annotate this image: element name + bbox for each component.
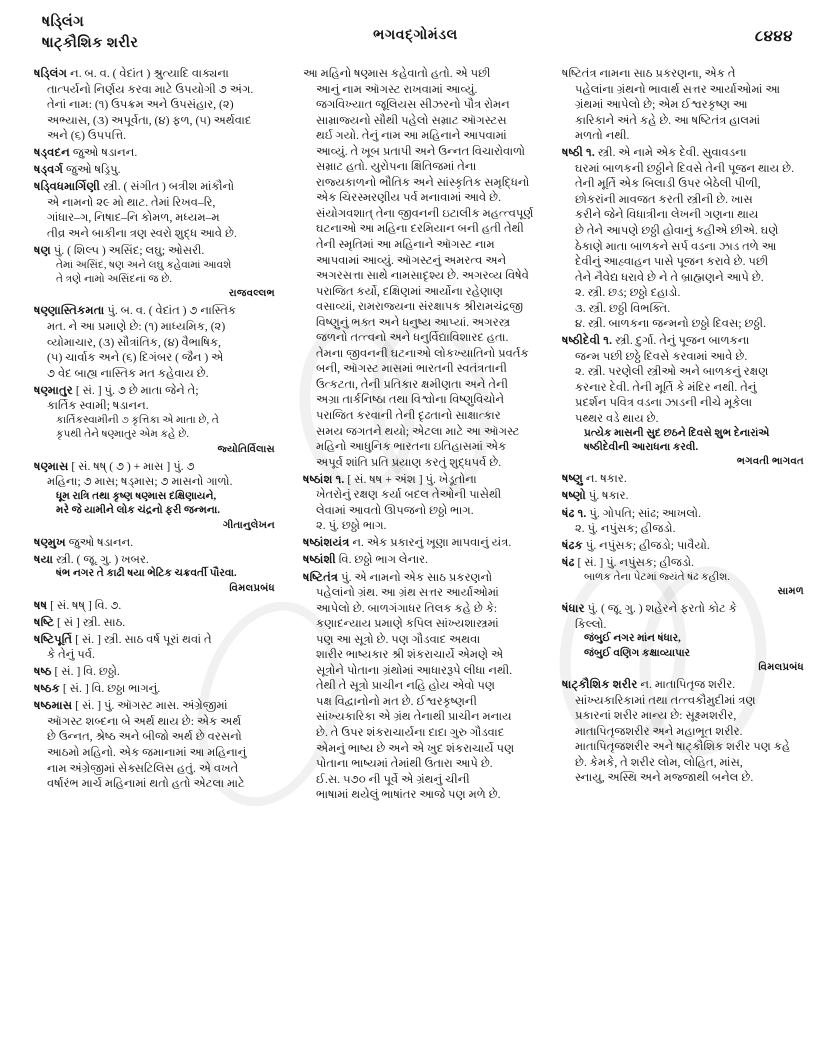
- entry-continuation-line: કિલ્લો.: [575, 617, 607, 631]
- entry-definition: જુઓ ષડાનન.: [65, 535, 134, 549]
- entry-sense: ૨. પું. છઠ્ઠો ભાગ.: [316, 519, 387, 533]
- entry-continuation-line: કરીને જેને વિધાત્રીના લેખની ગણના થાય: [575, 208, 759, 222]
- entry-continuation-line: છોકરાંની માવજત કરતી સ્ત્રીની છે. ખાસ: [575, 192, 753, 206]
- dictionary-entry: [562, 538, 806, 554]
- entry-headword: ષષ્ઠાંશી: [303, 553, 336, 567]
- entry-headword: ષડ્વર્ગ: [34, 163, 64, 177]
- entry-continuation-line: દેવીનું આહ્વાહન પાસે પૂજન કરાવે છે. પછી: [575, 255, 769, 269]
- entry-continuation-line: પણ આ સૂત્રો છે. પણ ગૌડવાદ અથવા: [316, 632, 481, 646]
- entry-definition: [ સં. ષષ + અંશ ] પું. ખેડૂતોના: [344, 472, 477, 486]
- entry-headword: ષડ્વિધમાર્ગિણી: [34, 180, 101, 194]
- entry-continuation-line: અગ્રા તાર્કનિષ્ઠા તથા વિશ્વોના વિષ્ણુવિચોને: [316, 393, 505, 407]
- column-3: [548, 66, 806, 1043]
- entry-definition: ન. માતાપિતૃજ શરીર.: [637, 678, 736, 692]
- entry-first-line: [303, 472, 535, 488]
- entry-quotation-line: જંબુઈ નગર માંન ષંધાર,: [584, 633, 681, 645]
- dictionary-entry: [34, 698, 277, 791]
- column-container: [34, 66, 807, 1043]
- entry-continuation-line: વિષ્ણુનું ભક્ત અને ધનુષ્ય આપ્યાં. અગરસ્ત્ર: [316, 315, 511, 329]
- entry-first-line: [303, 570, 535, 586]
- running-head: [30, 12, 801, 58]
- entry-continuation-line: આઠમો મહિનો. એક જમાનામાં આ મહિનાનું: [47, 746, 247, 760]
- dictionary-entry: [303, 472, 535, 534]
- entry-continuation-line: નામ અંગ્રેજીમાં સેક્સટિલિસ હતું. એ વખતે: [47, 761, 239, 775]
- column-2: [290, 66, 548, 1043]
- entry-first-line: [34, 681, 277, 697]
- running-head-left-line2: ષાટ્કૌશિક શરીર: [42, 35, 139, 52]
- entry-continuation-line: પોતાના ભાષ્યમાં તેમાંથી ઉતારા આપે છે.: [316, 757, 493, 771]
- dictionary-entry: [562, 145, 806, 332]
- entry-definition: ન. ષકાર.: [582, 472, 627, 486]
- entry-headword: ષષ્ઠાંશયંત્ર: [303, 536, 350, 550]
- entry-headword: ષણ્મુખ: [34, 535, 66, 549]
- entry-continuation-line: ઑગસ્ટ શબ્દના બે અર્થ થાય છે: એક અર્થ: [47, 714, 242, 728]
- entry-headword: ષંઢક: [562, 539, 583, 553]
- entry-headword: ષણ્માસ: [34, 459, 69, 473]
- entry-continuation-line: મહિના; ૭ માસ; ષડ્માસ; ૭ માસનો ગાળો.: [47, 475, 233, 489]
- entry-continuation-line: આપવામાં આવ્યું. ઑગસ્ટનું અમરત્વ અને: [316, 253, 507, 267]
- dictionary-entry: [34, 162, 277, 178]
- entry-definition: પું. નપુંસક; હીજડો; પાવૈયો.: [582, 539, 710, 553]
- entry-continuation-line: ઉત્કટતા, તેની પ્રતિકાર ક્ષમીણતા અને તેની: [316, 377, 509, 391]
- dictionary-entry: [34, 632, 277, 663]
- entry-sense: ૨. સ્ત્રી. પરણેલી સ્ત્રીઓ અને બાળકનું રક્ષણ: [575, 365, 769, 379]
- entry-continuation-line: તાત્પર્યનો નિર્ણય કરવા માટે ઉપયોગી ૭ અંગ.: [47, 82, 254, 96]
- entry-first-line: [562, 677, 806, 693]
- dictionary-entry: [562, 601, 806, 675]
- entry-continuation-line: કારિકાને અંતે કહે છે. આ ષષ્ટિતંત્ર હાલમાં: [575, 113, 761, 127]
- dictionary-entry: [34, 66, 277, 144]
- entry-illustration: કૃપથી તેને ષણ્માતુર એમ કહે છે.: [56, 429, 190, 441]
- entry-definition: સ્ત્રી. એ નામે એક દેવી. સુવાવડના: [594, 146, 747, 160]
- entry-continuation-line: વ્યોમાચાર, (૩) સૌત્રાંતિક, (૪) વૈભાષિક,: [47, 335, 222, 349]
- entry-headword: ષંઢ: [562, 556, 575, 570]
- entry-headword: ષષ્ટિપૂર્તિ: [34, 632, 73, 646]
- entry-citation-source: ગીતાનુલેખન: [222, 519, 275, 531]
- entry-quotation-line: જંબુઈ વણિગ કક્ષાવ્યાપાર: [584, 647, 691, 659]
- dictionary-entry: [562, 555, 806, 600]
- entry-illustration: તેમાં અસિંદ, ષણ અને લઘુ કહેવામાં આવશે: [56, 259, 232, 271]
- entry-first-line: [562, 333, 806, 349]
- entry-definition: આ મહિનો ષણ્માસ કહેવાતો હતો. એ પછી: [303, 67, 491, 80]
- entry-first-line: [34, 179, 277, 195]
- entry-definition: સ્ત્રી. દુર્ગા. તેનું પૂજન બાળકના: [612, 334, 750, 348]
- entry-first-line: [34, 162, 277, 178]
- entry-continuation-line: તેમના જીવનની ઘટનાઓ લોકખ્યાતિનો પ્રવર્તક: [316, 346, 529, 360]
- entry-continuation-line: વસાવ્યાં, રામરાજ્યના સંરક્ષાપક શ્રીરામચંદ્રજી: [316, 300, 524, 314]
- entry-continuation-line: પક્ષ વિદ્વાનોનો મત છે. ઈશ્વરકૃષ્ણની: [316, 694, 477, 708]
- entry-headword: ષાટ્કૌશિક શરીર: [562, 678, 638, 692]
- entry-first-line: [303, 66, 535, 82]
- entry-first-line: [34, 459, 277, 475]
- entry-first-line: [34, 598, 277, 614]
- dictionary-entry: [34, 552, 277, 597]
- entry-first-line: [34, 552, 277, 568]
- entry-continuation-line: તીવ્ર અને બાકીના ત્રણ સ્વરો શુદ્ધ આવે છે.: [47, 226, 237, 240]
- entry-continuation-line: ઈ.સ. ૫૭૦ ની પૂર્વે એ ગ્રંથનું ચીની: [316, 772, 470, 786]
- entry-quotation-line: ષંભ નગર તે કાઢી ષયા ભેટિક ચક્રવર્તી પૌરવા.: [56, 568, 237, 580]
- entry-continuation-line: એમનું ભાષ્ય છે અને એ ખુદ શંકરાચાર્યે પણ: [316, 741, 515, 755]
- dictionary-entry: [34, 459, 277, 533]
- entry-illustration: તે ત્રણે નામો અસિંદનાં જ છે.: [56, 273, 173, 285]
- entry-definition: વિ. છઠ્ઠો ભાગ લેનાર.: [335, 553, 429, 567]
- entry-continuation-line: આવ્યું. તે ખૂબ પ્રતાપી અને ઉન્નત વિચારોવાળો: [316, 144, 526, 158]
- entry-illustration: બાળક તેના પેટમાં જ્યંતે ષંઢ કહીશ.: [584, 571, 731, 583]
- entry-continuation-line: સમય જગતને થયો; એટલા માટે આ ઑગસ્ટ: [316, 424, 520, 438]
- entry-continuation-line: થર્ઇ ગયો. તેનું નામ આ મહિનાને આપવામાં: [316, 129, 507, 143]
- entry-definition: ષષ્ટિતંત્ર નામના સાઠ પ્રકરણના, એક તે: [562, 67, 736, 80]
- entry-headword: ષણ: [34, 244, 51, 258]
- entry-illustration: કાર્તિકસ્વામીની ૭ કૃત્તિકા એ માતા છે, તે: [56, 414, 219, 426]
- dictionary-entry: [562, 471, 806, 487]
- dictionary-entry: [562, 677, 806, 786]
- entry-continuation-line: રાજ્યકાળનો ભૌતિક અને સાંસ્કૃતિક સમૃદ્ધિનો: [316, 175, 530, 189]
- entry-headword: ષંધાર: [562, 602, 585, 616]
- entry-headword: ષષ્ઠીદેવી ૧.: [562, 334, 613, 348]
- entry-continuation-line: પરાજિત કરવાની તેની દૃઢતાનો સાક્ષાત્કાર: [316, 409, 501, 423]
- entry-continuation-line: સૂત્રોને પોતાના ગ્રંથોમાં આધારરૂપે લીધા નથી.: [316, 663, 513, 677]
- entry-continuation-line: સામ્રાજ્યનો સૌથી પહેલો સમ્રાટ ઑગસ્ટસ: [316, 113, 507, 127]
- dictionary-entry: [34, 615, 277, 631]
- entry-continuation-line: જન્મ પછી છઠ્ઠે દિવસે કરવામાં આવે છે.: [575, 349, 748, 363]
- entry-continuation-line: પહેલાંના ગ્રંથનો ભાવાર્થ સત્તર આર્યાઓમાં આ: [575, 82, 781, 96]
- entry-first-line: [562, 471, 806, 487]
- entry-definition: જુઓ ષડ્રિપુ.: [63, 163, 121, 177]
- page-number: ૮૪૪૪: [754, 29, 793, 45]
- column-1: [34, 66, 290, 1043]
- dictionary-entry: [34, 681, 277, 697]
- entry-continuation-line: છે. કેમકે, તે શરીર લોમ, લોહિત, માંસ,: [575, 755, 743, 769]
- entry-continuation-line: સ્નાયુ, અસ્થિ અને મજ્જાથી બનેલ છે.: [575, 771, 754, 785]
- entry-continuation-line: તેનાં નામ: (૧) ઉપક્રમ અને ઉપસંહાર, (૨): [47, 98, 234, 112]
- entry-sense: પથ્થર વડે થાય છે.: [575, 412, 659, 426]
- entry-citation-source: વિમલપ્રબંધ: [229, 582, 275, 594]
- entry-continuation-line: માતાપિતૃજશરીર અને મહાભૂત શરીર.: [575, 724, 743, 738]
- entry-continuation-line: આપેલો છે. બાળગંગાધર તિલક કહે છે કે:: [316, 601, 498, 615]
- entry-continuation-line: સાંખ્યકારિકા એ ગ્રંથ તેનાથી પ્રાચીન મનાય: [316, 710, 512, 724]
- dictionary-entry: [303, 552, 535, 568]
- entry-continuation-line: શારીર ભાષ્યકાર શ્રી શંકરાચાર્યે એમણે એ: [316, 648, 504, 662]
- entry-sense: ૨. સ્ત્રી. છડ; છઠ્ઠો દહાડો.: [575, 286, 681, 300]
- entry-first-line: [562, 506, 806, 522]
- entry-continuation-line: કે તેનું પર્વ.: [47, 648, 95, 662]
- dictionary-entry: [34, 303, 277, 381]
- entry-continuation-line: તેની મૂર્તિ એક બિલાડી ઉપર બેઠેલી પીળી,: [575, 177, 761, 191]
- entry-headword: ષણ્માતુર: [34, 383, 73, 397]
- entry-definition: સ્ત્રી. ( જૂ. ગુ. ) ખબર.: [53, 552, 149, 566]
- entry-continuation-line: તેને નૈવેદ્ય ધરાવે છે ને તે બ્રાહ્મણને આપે છે.: [575, 270, 764, 284]
- entry-headword: ષષ્ણો: [562, 489, 586, 503]
- entry-continuation-line: માતાપિતૃજશરીર અને ષાટ્કૌશિક શરીર પણ કહે: [575, 740, 791, 754]
- entry-citation-source: વિમલપ્રબંધ: [758, 662, 804, 674]
- entry-definition: પું. ( શિલ્પ ) અસિંદ; લઘુ; ઓસરી.: [50, 244, 205, 258]
- entry-continuation-line: છે ઉન્નત, શ્રેષ્ઠ અને બીજો અર્થ છે વરસનો: [47, 730, 242, 744]
- entry-headword: ષષ્ટિ: [34, 615, 55, 629]
- entry-definition: ન. બ. વ. ( વેદાંત ) શ્રુત્યાદિ વાક્યના: [67, 67, 229, 80]
- entry-continuation-line: (૫) ચાર્વાક અને (૬) દિગંબર ( જૈન ) એ: [47, 351, 224, 365]
- dictionary-entry: [34, 145, 277, 161]
- entry-citation-source: ભગવતી ભાગવત: [736, 456, 804, 468]
- entry-continuation-line: એ નામનો ૨૯ મો થાટ. તેમાં રિખવ–રિ,: [47, 195, 216, 209]
- entry-continuation-line: વર્ષારંભ માર્ચ મહિનામાં થતો હતો એટલા માટે: [47, 777, 245, 791]
- entry-headword: ષષ્ઠમાસ: [34, 699, 73, 713]
- entry-first-line: [562, 488, 806, 504]
- entry-headword: ષષ્ઠ: [34, 665, 52, 679]
- entry-headword: ષષ્ઠાંશ ૧.: [303, 472, 345, 486]
- entry-definition: પું. બ. વ. ( વેદાંત ) ૭ નાસ્તિક: [104, 304, 237, 318]
- entry-citation-source: જ્યોતિર્વિલાસ: [217, 443, 275, 455]
- entry-headword: ષષ્ટિતંત્ર: [303, 570, 339, 584]
- dictionary-entry: [34, 664, 277, 680]
- dictionary-entry: [562, 333, 806, 470]
- entry-continuation-line: ઘટનાઓ આ મહિના દરમિયાન બની હતી તેથી: [316, 222, 524, 236]
- entry-headword: ષષ્ઠી ૧.: [562, 146, 595, 160]
- entry-first-line: [34, 535, 277, 551]
- entry-definition: [ સં. ] વિ. છઠ્ઠો.: [51, 665, 120, 679]
- entry-continuation-line: ગાંધાર–ગ, નિષાદ–નિ કોમળ, મધ્યમ–મ: [47, 211, 220, 225]
- entry-continuation-line: લેવામાં આવતો ઊપજનો છઠ્ઠો ભાગ.: [316, 503, 474, 517]
- entry-definition: [ સં ] સ્ત્રી. સાઠ.: [54, 615, 126, 629]
- dictionary-entry: [562, 488, 806, 504]
- entry-continuation-line: ભાષામાં થયેલું ભાષાંતર આજે પણ મળે છે.: [316, 788, 501, 802]
- entry-headword: ષણ્ણાસ્તિકમતા: [34, 304, 105, 318]
- dictionary-entry: [34, 243, 277, 302]
- entry-quotation-line: ધૂમ રાત્રિ તથા કૃષ્ણ ષણ્માસ દક્ષિણાયને,: [56, 490, 217, 502]
- entry-continuation-line: અપૂર્વ શાંતિ પ્રતિ પ્રયાણ કરતું શુદ્ધપર્વ છે.: [316, 455, 502, 469]
- entry-sense: પ્રદર્શન પવિત્ર વડના ઝાડની નીચે મૂકેલા: [575, 396, 753, 410]
- entry-definition: [ સં. ] સ્ત્રી. સાઠ વર્ષ પૂરાં થવાં તે: [72, 632, 212, 646]
- dictionary-entry: [34, 383, 277, 457]
- entry-sense: ૪. સ્ત્રી. બાળકના જન્મનો છઠ્ઠો દિવસ; છઠ્ઠી.: [575, 317, 767, 331]
- entry-definition: [ સં. ] પું. ઑગસ્ટ માસ. અંગ્રેજીમાં: [72, 699, 228, 713]
- entry-continuation-line: સંયોગવશાત્ તેના જીવનની ઇટાલીક મહત્ત્વપૂર્ણ: [316, 206, 534, 220]
- entry-continuation-line: તેની સ્મૃતિમાં આ મહિનાને ઑગસ્ટ નામ: [316, 238, 495, 252]
- entry-definition: પું. એ નામનો એક સાઠ પ્રકરણનો: [338, 570, 493, 584]
- entry-first-line: [34, 664, 277, 680]
- book-title: ભગવદ્ગોમંડલ: [373, 28, 458, 43]
- running-head-left-line1: ષડ્લિંગ: [42, 14, 85, 30]
- entry-definition: પું. ષકાર.: [585, 489, 629, 503]
- dictionary-entry: [303, 570, 535, 803]
- entry-first-line: [562, 601, 806, 617]
- entry-continuation-line: ઠેકાણે માતા બાળકને સર્પ વડના ઝાડ તળે આ: [575, 239, 777, 253]
- dictionary-entry: [34, 598, 277, 614]
- entry-continuation-line: મળતો નથી.: [575, 129, 630, 143]
- entry-continuation-line: સમ્રાટ હતો. યુરોપના ક્ષિતિજમાં તેના: [316, 160, 477, 174]
- entry-headword: ષષ્ઠક: [34, 682, 60, 696]
- entry-continuation-line: અગરસત્તા સાથે નામસાદૃશ્ય છે. અગરવ્ય વિષેવે: [316, 269, 529, 283]
- entry-definition: [ સં. ] વિ. છઠ્ઠા ભાગનું.: [59, 682, 161, 696]
- entry-first-line: [34, 615, 277, 631]
- entry-headword: ષંઢ ૧.: [562, 506, 587, 520]
- entry-continuation-line: કણાદન્યાય પ્રમાણે કપિલ સાંખ્યશાસ્ત્રમાં: [316, 617, 499, 631]
- entry-definition: સ્ત્રી. ( સંગીત ) બત્રીશ માંકૌનો: [100, 180, 235, 194]
- entry-continuation-line: અને (૬) ઉપપત્તિ.: [47, 129, 127, 143]
- entry-headword: ષષ: [34, 598, 48, 612]
- entry-first-line: [34, 145, 277, 161]
- entry-first-line: [303, 535, 535, 551]
- entry-continuation-line: જગવિખ્યાત જૂલિયસ સીઝરનો પૌત્ર રોમન: [316, 98, 510, 112]
- entry-continuation-line: મત. ને આ પ્રમાણે છે: (૧) માધ્યમિક, (૨): [47, 319, 226, 333]
- entry-headword: ષષ્ણુ: [562, 472, 583, 486]
- entry-sense: ૨. પું. નપુંસક; હીજડો.: [575, 522, 676, 536]
- entry-definition: [ સં. ] પું. ૭ છે માતા જેને તે;: [72, 383, 199, 397]
- entry-first-line: [34, 243, 277, 259]
- entry-definition: [ સં. ષષ્ ] વિ. ૭.: [47, 598, 122, 612]
- entry-continuation-line: છે. તે ઉપર શંકરાચાર્યના દાદા ગુરુ ગૌડવાદ: [316, 725, 505, 739]
- entry-first-line: [34, 698, 277, 714]
- entry-headword: ષયા: [34, 552, 54, 566]
- entry-continuation-line: પરાજિત કર્યો, દક્ષિણમાં આર્યોના રહેણાણ: [316, 284, 504, 298]
- entry-first-line: [34, 632, 277, 648]
- entry-continuation-line: ખેતરોનું રક્ષણ કર્યા બદલ તેઓની પાસેથી: [316, 488, 502, 502]
- entry-continuation-line: પ્રકારનાં શરીર માન્ય છે: સૂક્ષ્મશરીર,: [575, 709, 737, 723]
- entry-continuation-line: એક ચિરસ્મરણીય પર્વ મનાવામાં આવે છે.: [316, 191, 501, 205]
- entry-continuation-line: ગ્રંથમાં આપેલો છે; એમ ઈશ્વરકૃષ્ણ આ: [575, 98, 748, 112]
- entry-quotation-line: મરે જે યામીને લોક ચંદ્રનો ફરી જન્મના.: [56, 505, 220, 517]
- entry-definition: ન. એક પ્રકારનું ખૂણા માપવાનું યંત્ર.: [349, 536, 512, 550]
- entry-headword: ષડ્લિંગ: [34, 67, 68, 80]
- entry-first-line: [34, 66, 277, 82]
- entry-continuation-line: અભ્યાસ, (૩) અપૂર્વતા, (૪) ફળ, (૫) અર્થવાદ: [47, 113, 252, 127]
- entry-definition: [ સં. ષષ્ ( ૭ ) + માસ ] પું. ૭: [68, 459, 195, 473]
- dictionary-entry: [303, 66, 535, 470]
- entry-first-line: [34, 383, 277, 399]
- entry-continuation-line: મહિનો આધુનિક ભારતના ઇતિહાસમાં એક: [316, 440, 507, 454]
- entry-definition: પું. ( જૂ. ગુ. ) શહેરને ફરતો કોટ કે: [584, 602, 737, 616]
- entry-quotation-line: પ્રત્યેક માસની સુદ છઠને દિવસે શુભ દેનારાંએ: [584, 427, 770, 439]
- entry-first-line: [303, 552, 535, 568]
- entry-continuation-line: કાર્તિક સ્વામી; ષડાનન.: [47, 399, 149, 413]
- entry-headword: ષડ્વદન: [34, 146, 70, 160]
- entry-citation-source: સામળ: [777, 586, 804, 598]
- entry-continuation-line: સાંખ્યકારિકામાં તથા તત્ત્વકૌમુદીમાં ત્રણ: [575, 693, 756, 707]
- entry-first-line: [562, 555, 806, 571]
- entry-continuation-line: પહેલાંનો ગ્રંથ. આ ગ્રંથ સત્તર આર્યાઓમાં: [316, 586, 499, 600]
- entry-continuation-line: ઘરમાં બાળકની છઠ્ઠીને દિવસે તેની પૂજન થાય છે.: [575, 161, 794, 175]
- entry-citation-source: રાજવલ્લભ: [228, 288, 275, 300]
- entry-first-line: [562, 66, 806, 82]
- entry-sense: ૩. સ્ત્રી. છઠ્ઠી વિભક્તિ.: [575, 301, 671, 315]
- dictionary-entry: [34, 179, 277, 241]
- dictionary-entry: [34, 535, 277, 551]
- entry-continuation-line: ૭ વેદ બાહ્ય નાસ્તિક મત કહેવાય છે.: [47, 366, 209, 380]
- entry-definition: પું. ગોપતિ; સાંઢ; આખલો.: [586, 506, 701, 520]
- entry-definition: [ સં. ] પું. નપુંસક; હીજડો.: [574, 556, 695, 570]
- entry-quotation-line: ષષ્ઠીદેવીની આરાધના કરવી.: [584, 441, 699, 453]
- entry-continuation-line: છે તેને આપણે છઠ્ઠી હોવાનું કહીએ છીએ. ઘણે: [575, 223, 779, 237]
- entry-continuation-line: તેથી તે સૂત્રો પ્રાચીન નહિ હોય એવો પણ: [316, 679, 496, 693]
- entry-definition: જુઓ ષડાનન.: [69, 146, 138, 160]
- entry-continuation-line: જળનો તત્ત્વનો અને ધનુર્વિદ્યાવિશારદ હતા.: [316, 331, 509, 345]
- entry-first-line: [34, 303, 277, 319]
- entry-continuation-line: બની, ઑગસ્ટ માસમાં ભારતની સ્વતંત્રતાની: [316, 362, 507, 376]
- dictionary-entry: [562, 506, 806, 537]
- entry-continuation-line: આનું નામ ઑગસ્ટ રાખવામાં આવ્યું.: [316, 82, 478, 96]
- dictionary-entry: [303, 535, 535, 551]
- entry-sense: કરનાર દેવી. તેની મૂર્તિ કે મંદિર નથી. તેનું: [575, 380, 757, 394]
- dictionary-entry: [562, 66, 806, 144]
- entry-first-line: [562, 145, 806, 161]
- entry-first-line: [562, 538, 806, 554]
